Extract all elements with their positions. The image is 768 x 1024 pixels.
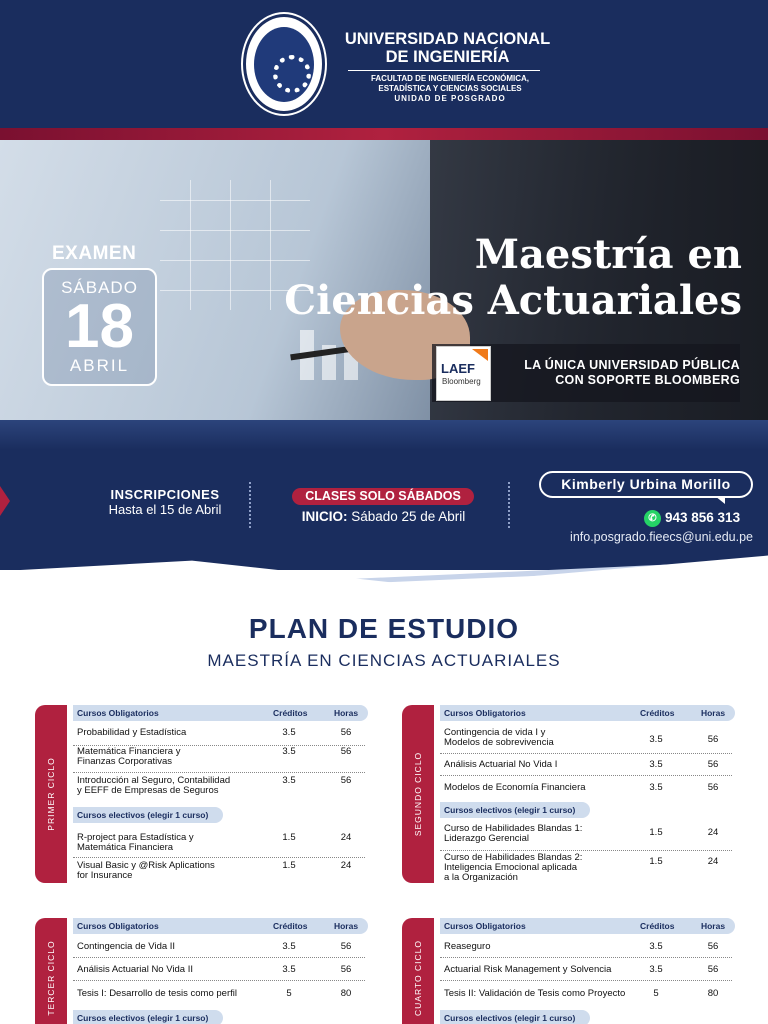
hours: 24 xyxy=(340,860,352,871)
cycle-card xyxy=(35,918,368,1024)
divider xyxy=(249,482,251,528)
credits: 5 xyxy=(653,988,659,999)
col-hours: Horas xyxy=(333,921,359,931)
cycle-bar xyxy=(35,918,67,1024)
divider xyxy=(348,70,540,71)
course-name: Contingencia de vida I y Modelos de sobrevivencia xyxy=(444,727,554,748)
credits: 3.5 xyxy=(649,734,663,745)
faculty-unit xyxy=(340,74,560,104)
table-row xyxy=(73,861,365,883)
course-name: Curso de Habilidades Blandas 2: Inteligencia Emocional aplicada a la Organización xyxy=(444,852,583,883)
university-seal-icon xyxy=(243,14,325,114)
program-title xyxy=(260,232,742,324)
table-row xyxy=(73,965,365,981)
phone-number[interactable]: 943 856 313 xyxy=(665,510,741,525)
inicio-label: INICIO: xyxy=(301,509,348,524)
credits: 1.5 xyxy=(649,827,663,838)
course-name: Introducción al Seguro, Contabilidad y EEFF de Empresas de Seguros xyxy=(77,775,231,796)
table-row xyxy=(440,942,732,958)
laef-logo: LAEF Bloomberg xyxy=(436,346,491,401)
table-row xyxy=(73,747,365,773)
table-row xyxy=(440,965,732,981)
university-name: UNIVERSIDAD NACIONAL DE INGENIERÍA xyxy=(344,30,551,66)
hours: 56 xyxy=(707,782,719,793)
program-title-line1: Maestría en xyxy=(474,231,742,278)
phone-line[interactable] xyxy=(644,509,754,527)
credits: 1.5 xyxy=(282,832,296,843)
cycle-name: CUARTO CICLO xyxy=(413,940,423,1016)
faculty-name: FACULTAD DE INGENIERÍA ECONÓMICA, ESTADÍSTICA Y CIENCIAS SOCIALES xyxy=(370,74,530,93)
course-name: Matemática Financiera y Finanzas Corporativas xyxy=(77,746,181,767)
cycle-bar xyxy=(402,918,434,1024)
hours: 56 xyxy=(707,734,719,745)
col-hours: Horas xyxy=(700,708,726,718)
hours: 56 xyxy=(340,775,352,786)
hours: 56 xyxy=(340,727,352,738)
col-credits: Créditos xyxy=(640,921,675,931)
table-row xyxy=(73,776,365,798)
inscripciones-block xyxy=(80,487,250,517)
exam-date-box xyxy=(42,268,157,386)
exam-day-name: SÁBADO xyxy=(61,278,138,297)
contact-name: Kimberly Urbina Morillo xyxy=(539,471,753,498)
table-row xyxy=(440,783,732,797)
table-header xyxy=(73,918,368,934)
inicio-line xyxy=(286,509,481,524)
credits: 3.5 xyxy=(282,964,296,975)
course-name: Tesis II: Validación de Tesis como Proyecto xyxy=(444,988,626,999)
elective-header: Cursos electivos (elegir 1 curso) xyxy=(440,802,590,818)
col-hours: Horas xyxy=(700,921,726,931)
cycle-name: SEGUNDO CICLO xyxy=(413,751,423,837)
col-credits: Créditos xyxy=(273,708,308,718)
hours: 24 xyxy=(707,856,719,867)
hours: 24 xyxy=(340,832,352,843)
header-band xyxy=(0,0,768,135)
col-course: Cursos Obligatorios xyxy=(77,708,159,718)
credits: 3.5 xyxy=(649,941,663,952)
plan-title: PLAN DE ESTUDIO xyxy=(248,613,520,644)
elective-header: Cursos electivos (elegir 1 curso) xyxy=(440,1010,590,1024)
credits: 3.5 xyxy=(649,964,663,975)
table-header xyxy=(440,918,735,934)
table-row xyxy=(440,728,732,754)
table-row xyxy=(73,833,365,858)
col-course: Cursos Obligatorios xyxy=(444,921,526,931)
course-name: Análisis Actuarial No Vida I xyxy=(444,759,558,770)
credits: 3.5 xyxy=(649,782,663,793)
exam-day: 18 xyxy=(65,292,134,361)
exam-month: ABRIL xyxy=(69,356,130,375)
hours: 56 xyxy=(707,941,719,952)
program-title-line2: Ciencias Actuariales xyxy=(284,277,742,324)
hours: 56 xyxy=(340,941,352,952)
hours: 56 xyxy=(707,964,719,975)
cycle-card xyxy=(35,705,368,885)
course-name: Curso de Habilidades Blandas 1: Liderazgo Gerencial xyxy=(444,823,583,844)
course-name: Contingencia de Vida II xyxy=(77,941,176,952)
table-row xyxy=(440,760,732,776)
course-name: Análisis Actuarial No Vida II xyxy=(77,964,193,975)
col-course: Cursos Obligatorios xyxy=(77,921,159,931)
course-name: Actuarial Risk Management y Solvencia xyxy=(444,964,612,975)
col-course: Cursos Obligatorios xyxy=(444,708,526,718)
cycle-name: PRIMER CICLO xyxy=(46,757,56,831)
col-credits: Créditos xyxy=(273,921,308,931)
cycle-bar xyxy=(35,705,67,883)
inicio-date: Sábado 25 de Abril xyxy=(351,509,466,524)
credits: 3.5 xyxy=(282,727,296,738)
table-row xyxy=(73,728,365,746)
hours: 56 xyxy=(340,746,352,757)
table-row xyxy=(73,942,365,958)
table-row xyxy=(440,853,732,883)
hours: 80 xyxy=(707,988,719,999)
credits: 1.5 xyxy=(649,856,663,867)
whatsapp-icon: ✆ xyxy=(644,510,661,527)
col-hours: Horas xyxy=(333,708,359,718)
cycle-card xyxy=(402,918,735,1024)
credits: 3.5 xyxy=(282,775,296,786)
course-name: R-project para Estadística y Matemática Financiera xyxy=(77,832,194,853)
table-row xyxy=(73,989,365,1003)
table-header xyxy=(73,705,368,721)
elective-header: Cursos electivos (elegir 1 curso) xyxy=(73,807,223,823)
table-row xyxy=(440,989,732,1003)
table-header xyxy=(440,705,735,721)
credits: 1.5 xyxy=(282,860,296,871)
info-shade xyxy=(0,420,768,450)
plan-subtitle: MAESTRÍA EN CIENCIAS ACTUARIALES xyxy=(207,651,561,670)
inscripciones-label: INSCRIPCIONES xyxy=(110,487,220,502)
credits: 3.5 xyxy=(649,759,663,770)
elective-header: Cursos electivos (elegir 1 curso) xyxy=(73,1010,223,1024)
credits: 3.5 xyxy=(282,941,296,952)
cycle-bar xyxy=(402,705,434,883)
divider xyxy=(508,482,510,528)
table-row xyxy=(440,824,732,851)
hours: 56 xyxy=(340,964,352,975)
cycle-name: TERCER CICLO xyxy=(46,940,56,1016)
email-link[interactable]: info.posgrado.fieecs@uni.edu.pe xyxy=(570,530,753,544)
cycle-card xyxy=(402,705,735,885)
credits: 3.5 xyxy=(282,746,296,757)
classes-pill: CLASES SOLO SÁBADOS xyxy=(292,488,474,505)
exam-label: EXAMEN xyxy=(52,243,137,264)
course-name: Probabilidad y Estadística xyxy=(77,727,187,738)
course-name: Reaseguro xyxy=(444,941,491,952)
hours: 56 xyxy=(707,759,719,770)
course-name: Visual Basic y @Risk Aplications for Insurance xyxy=(77,860,215,881)
course-name: Modelos de Economía Financiera xyxy=(444,782,586,793)
bloomberg-text: LA ÚNICA UNIVERSIDAD PÚBLICA CON SOPORTE BLOOMBERG xyxy=(524,358,740,387)
credits: 5 xyxy=(286,988,292,999)
hours: 24 xyxy=(707,827,719,838)
inscripciones-date: Hasta el 15 de Abril xyxy=(108,502,222,517)
col-credits: Créditos xyxy=(640,708,675,718)
hours: 80 xyxy=(340,988,352,999)
unit-name: UNIDAD DE POSGRADO xyxy=(394,94,506,103)
course-name: Tesis I: Desarrollo de tesis como perfil xyxy=(77,988,237,999)
